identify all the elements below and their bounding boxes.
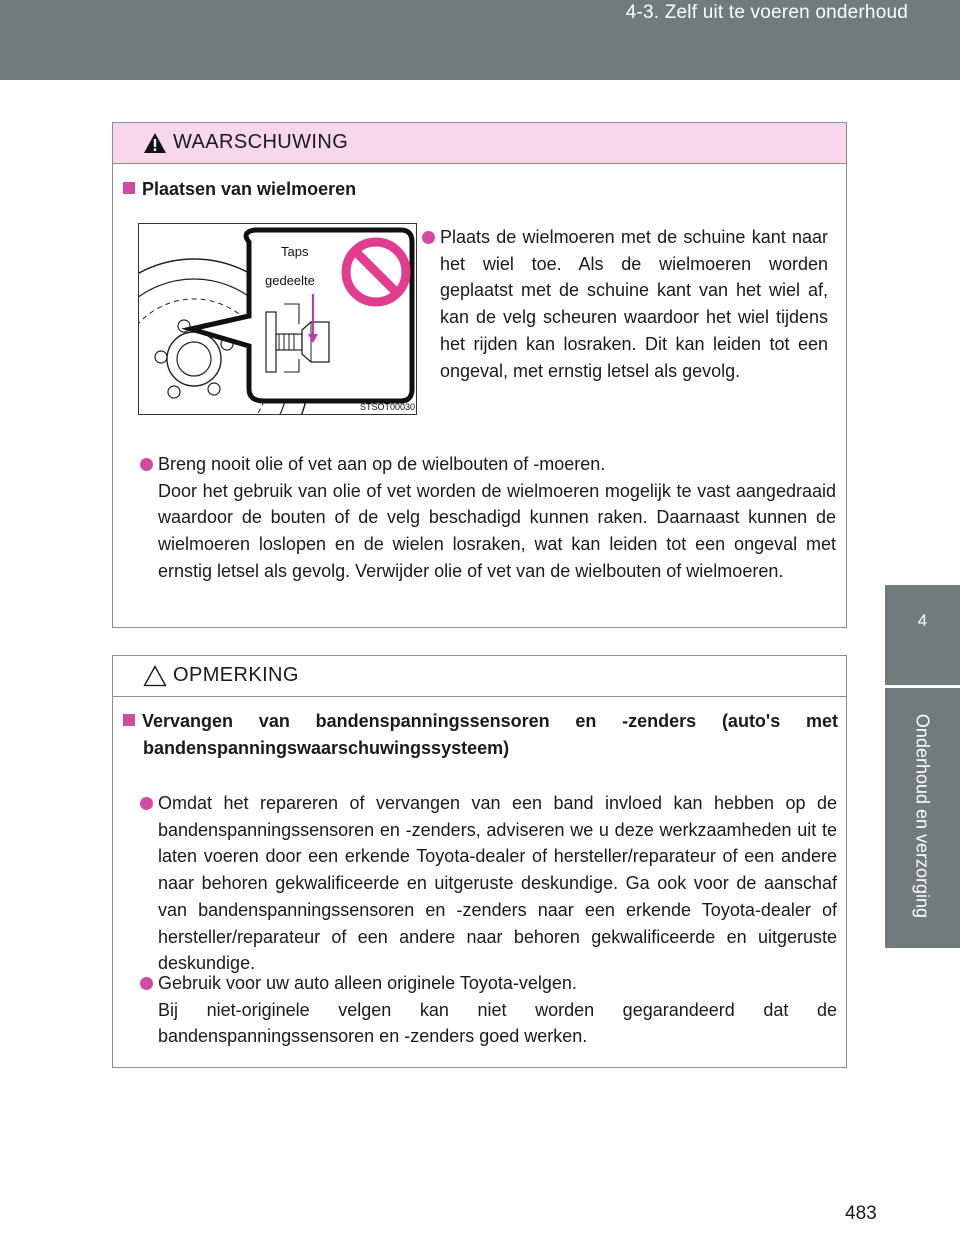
wheel-nut-illustration — [138, 223, 417, 415]
note-header — [113, 656, 846, 697]
caution-triangle-icon — [143, 665, 167, 687]
note-heading: OPMERKING — [173, 664, 299, 686]
chapter-side-band — [885, 688, 960, 948]
warning-header — [113, 123, 846, 164]
figure-code: STSOT00030 — [360, 402, 416, 412]
taps-label-line2: gedeelte — [265, 273, 315, 288]
note-section-title: Vervangen van bandenspanningssensoren en -zenders (auto's met bandenspanningswaarschuwingssysteem) — [123, 708, 838, 762]
square-bullet-icon — [123, 714, 135, 726]
section-breadcrumb: 4-3. Zelf uit te voeren onderhoud — [625, 2, 908, 23]
chapter-tab — [885, 585, 960, 685]
chapter-label: Onderhoud en verzorging — [912, 713, 933, 919]
note-box — [112, 655, 847, 1068]
circle-bullet-icon — [140, 797, 153, 810]
circle-bullet-icon — [422, 231, 435, 244]
page-number: 483 — [845, 1203, 877, 1224]
square-bullet-icon — [123, 182, 135, 194]
warning-section-title: Plaatsen van wielmoeren — [123, 176, 356, 203]
warning-triangle-icon — [143, 132, 167, 154]
warning-bullet-1: Plaats de wielmoeren met de schuine kant naar het wiel toe. Als de wielmoeren worden geplaatst met de schuine kant van het wiel af, kan de velg scheuren waardoor het wiel tijdens het rijden kan losraken. Dit kan leiden tot een ongeval, met ernstig letsel als gevolg. — [440, 224, 828, 384]
warning-heading: WAARSCHUWING — [173, 131, 349, 153]
note-bullet-1: Omdat het repareren of vervangen van een band invloed kan hebben op de bandenspanningssensoren en -zenders, adviseren we u deze werkzaamheden uit te laten voeren door een erkende Toyota-dealer of hersteller/reparateur of een andere naar behoren gekwalificeerde en uitgeruste deskundige. Ga ook voor de aanschaf van bandenspanningssensoren en -zenders naar een erkende Toyota-dealer of hersteller/reparateur of een andere naar behoren gekwalificeerde en uitgeruste deskundige. — [158, 790, 837, 977]
warning-bullet-2: Breng nooit olie of vet aan op de wielbouten of -moeren. Door het gebruik van olie of vet worden de wielmoeren mogelijk te vast aangedraaid waardoor de bouten of de velg beschadigd kunnen raken. Daarnaast kunnen de wielmoeren loslopen en de wielen losraken, wat kan leiden tot een ongeval met ernstig letsel als gevolg. Verwijder olie of vet van de wielbouten of wielmoeren. — [158, 451, 836, 585]
wheel-hub-drawing — [139, 224, 417, 415]
circle-bullet-icon — [140, 458, 153, 471]
note-bullet-2: Gebruik voor uw auto alleen originele Toyota-velgen. Bij niet-originele velgen kan niet worden gegarandeerd dat de bandenspanningssensoren en -zenders goed werken. — [158, 970, 837, 1050]
taps-label-line1: Taps — [281, 244, 309, 259]
circle-bullet-icon — [140, 977, 153, 990]
page-header — [0, 0, 960, 80]
chapter-number: 4 — [917, 611, 928, 630]
